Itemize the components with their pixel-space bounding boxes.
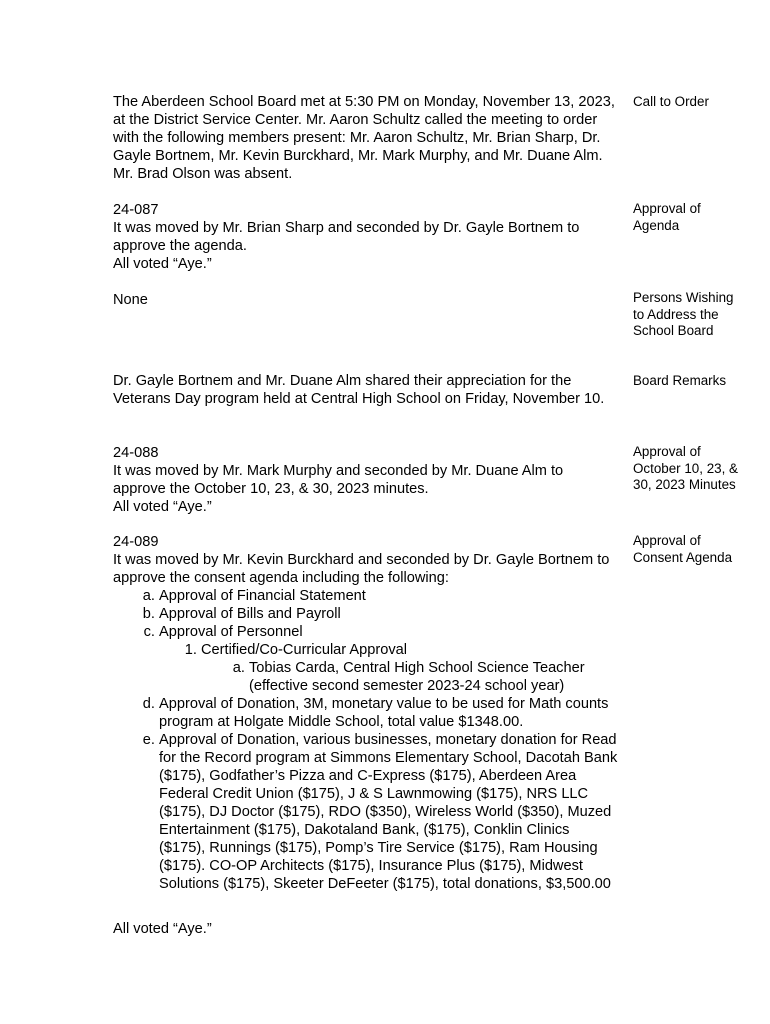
- motion-number: 24-087: [113, 202, 159, 218]
- personnel-subitem-text: Certified/Co-Curricular Approval: [201, 642, 408, 658]
- consent-item-text: Approval of Financial Statement: [159, 588, 366, 604]
- side-heading-consent-agenda: Approval of Consent Agenda: [633, 533, 733, 565]
- consent-item-text: Approval of Personnel: [159, 624, 303, 640]
- vote-result: All voted “Aye.”: [113, 921, 212, 937]
- consent-item: [159, 605, 618, 623]
- call-to-order-body: [113, 93, 618, 183]
- closing-body: [113, 920, 618, 938]
- vote-result: All voted “Aye.”: [113, 256, 212, 272]
- personnel-name-text: Tobias Carda, Central High School Science Teacher (effective second semester 2023-24 school year): [249, 660, 585, 694]
- approval-minutes-body: [113, 444, 618, 516]
- approval-agenda-body: [113, 201, 618, 273]
- motion-number: 24-088: [113, 445, 159, 461]
- consent-item-text: Approval of Donation, 3M, monetary value to be used for Math counts program at Holgate Middle School, total value $1348.00.: [159, 696, 609, 730]
- side-heading-approval-of-agenda: Approval of Agenda: [633, 201, 701, 233]
- consent-agenda-body: [113, 533, 618, 893]
- personnel-names-list: [201, 659, 618, 695]
- motion-text: It was moved by Mr. Mark Murphy and seconded by Mr. Duane Alm to approve the October 10, 23, & 30, 2023 minutes.: [113, 463, 564, 497]
- personnel-subitem: [201, 641, 618, 695]
- motion-text: It was moved by Mr. Brian Sharp and seconded by Dr. Gayle Bortnem to approve the agenda.: [113, 220, 580, 254]
- consent-items-list: [113, 587, 618, 893]
- personnel-sublist: [159, 641, 618, 695]
- persons-address-text: None: [113, 292, 148, 308]
- consent-item: [159, 623, 618, 695]
- consent-item: [159, 731, 618, 893]
- consent-item-text: Approval of Donation, various businesses, monetary donation for Read for the Record program at Simmons Elementary School, Dacotah Bank ($175), Godfather’s Pizza and C-Express ($175), Aberdeen Area Federal Credit Union ($175), J & S Lawnmowing ($175), NRS LLC ($175), DJ Doctor ($175), RDO ($350), Wireless World ($350), Muzed Entertainment ($175), Dakotaland Bank, ($175), Conklin Clinics ($175), Runnings ($175), Pomp’s Tire Service ($175), Ram Housing ($175). CO-OP Architects ($175), Insurance Plus ($175), Midwest Solutions ($175), Skeeter DeFeeter ($175), total donations, $3,500.00: [159, 732, 618, 892]
- side-heading-persons-wishing: Persons Wishing to Address the School Board: [633, 290, 734, 338]
- consent-item-text: Approval of Bills and Payroll: [159, 606, 341, 622]
- personnel-name-item: [249, 659, 618, 695]
- consent-item: [159, 695, 618, 731]
- side-heading-call-to-order: Call to Order: [633, 94, 709, 109]
- side-heading-approval-of-minutes: Approval of October 10, 23, & 30, 2023 Minutes: [633, 444, 738, 492]
- side-heading-board-remarks: Board Remarks: [633, 373, 727, 388]
- motion-number: 24-089: [113, 534, 159, 550]
- board-remarks-body: [113, 372, 618, 408]
- consent-item: [159, 587, 618, 605]
- board-remarks-text: Dr. Gayle Bortnem and Mr. Duane Alm shared their appreciation for the Veterans Day program held at Central High School on Friday, November 10.: [113, 373, 605, 407]
- vote-result: All voted “Aye.”: [113, 499, 212, 515]
- call-to-order-text: The Aberdeen School Board met at 5:30 PM on Monday, November 13, 2023, at the District Service Center. Mr. Aaron Schultz called the meeting to order with the following members present: Mr. Aaron Schultz, Mr. Brian Sharp, Dr. Gayle Bortnem, Mr. Kevin Burckhard, Mr. Mark Murphy, and Mr. Duane Alm. Mr. Brad Olson was absent.: [113, 94, 615, 182]
- motion-text: It was moved by Mr. Kevin Burckhard and seconded by Dr. Gayle Bortnem to approve the consent agenda including the following:: [113, 552, 610, 586]
- persons-address-body: [113, 291, 618, 309]
